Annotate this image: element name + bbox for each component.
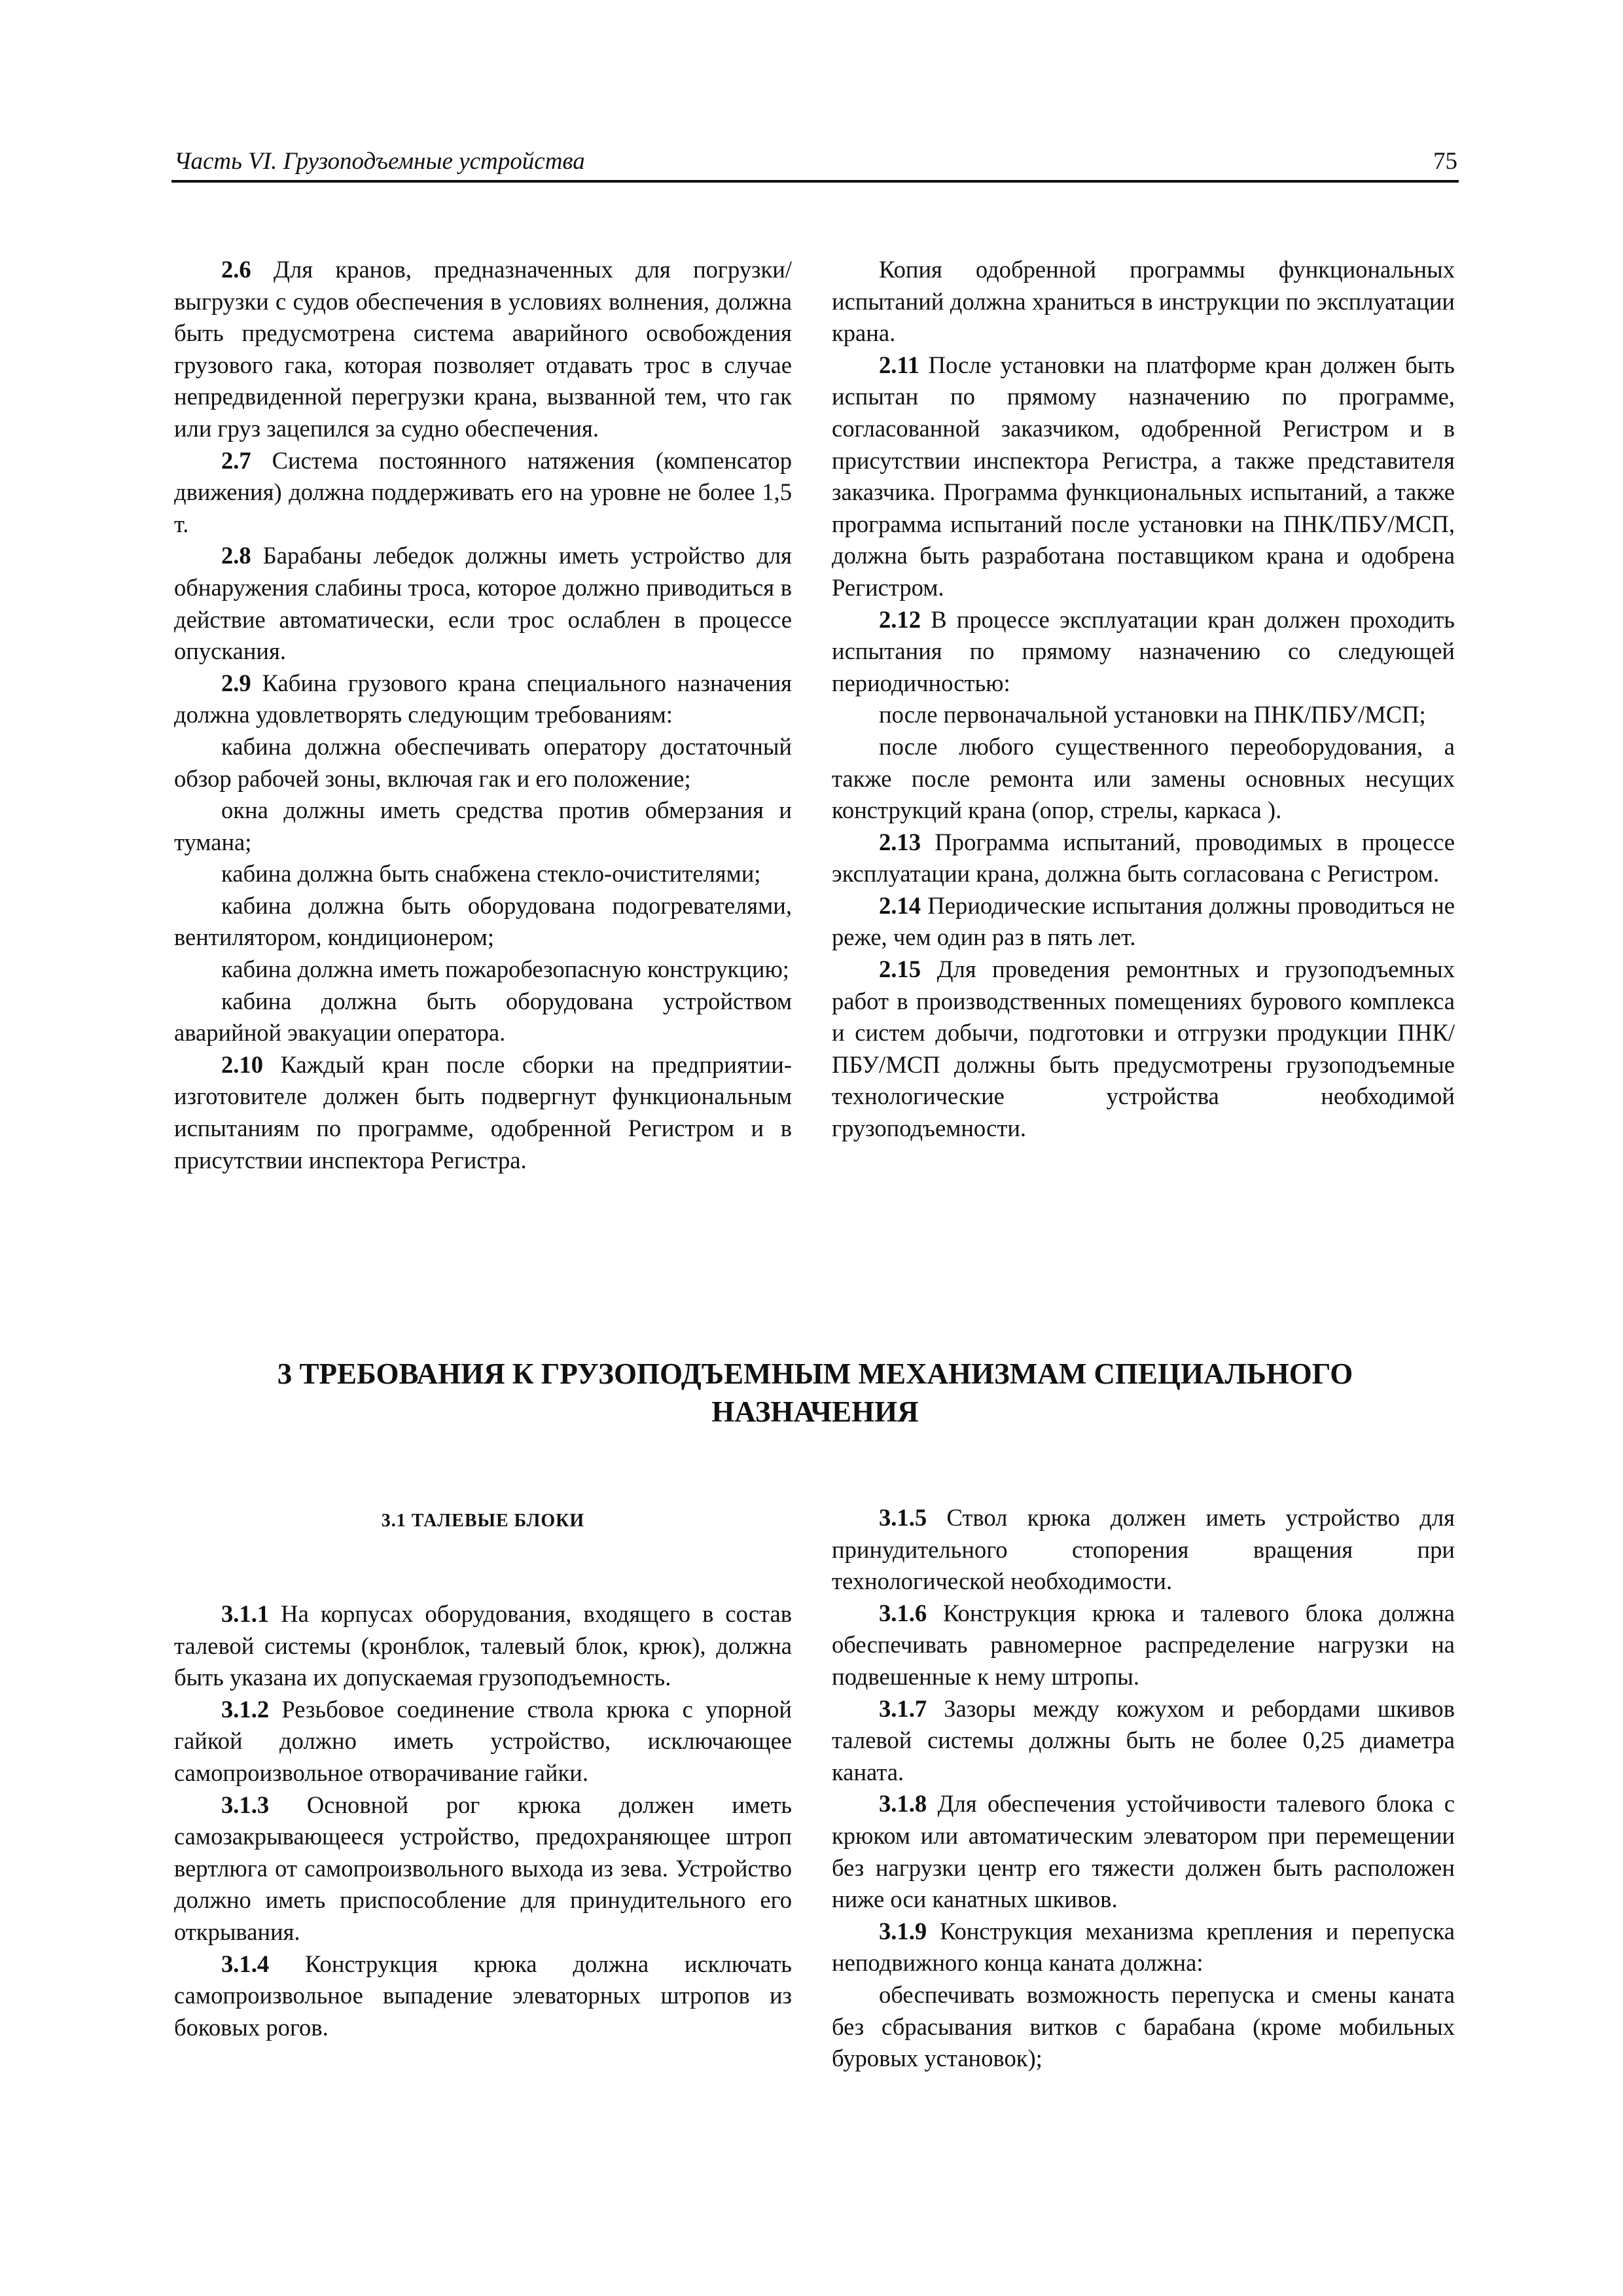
paragraph-text: Периодические испытания должны проводиться не реже, чем один раз в пять лет. xyxy=(832,891,1455,951)
column-top-left xyxy=(174,254,792,1176)
paragraph-text: Для обеспечения устойчивости талевого блока с крюком или автоматическим элеватором при перемещении без нагрузки центр его тяжести должен быть расположен ниже оси канатных шкивов. xyxy=(832,1790,1455,1913)
paragraph-text: Основной рог крюка должен иметь самозакрывающееся устройство, предохраняющее штроп вертлюга от самопроизвольного выхода из зева. Устройство должно иметь приспособление для принудительного его открывания. xyxy=(174,1791,792,1945)
paragraph-text: обеспечивать возможность перепуска и смены каната без сбрасывания витков с барабана (кроме мобильных буровых установок); xyxy=(832,1981,1455,2072)
paragraph xyxy=(174,795,792,858)
paragraph-text: кабина должна быть оборудована устройством аварийной эвакуации оператора. xyxy=(174,987,792,1047)
paragraph-text: Копия одобренной программы функциональных испытаний должна храниться в инструкции по эксплуатации крана. xyxy=(832,256,1455,347)
clause-number: 3.1.4 xyxy=(221,1950,270,1977)
paragraph-text: Каждый кран после сборки на предприятии-изготовителе должен быть подвергнут функциональным испытаниям по программе, одобренной Регистром и в присутствии инспектора Регистра. xyxy=(174,1050,792,1174)
clause-number: 3.1.3 xyxy=(221,1791,270,1818)
page-number: 75 xyxy=(1433,148,1457,175)
numbered-paragraph xyxy=(832,350,1455,604)
chapter-title-line-2: НАЗНАЧЕНИЯ xyxy=(711,1395,919,1428)
numbered-paragraph xyxy=(832,604,1455,700)
page-header xyxy=(171,141,1459,183)
clause-number: 2.10 xyxy=(221,1050,264,1078)
paragraph-text: Для проведения ремонтных и грузоподъемных работ в производственных помещениях бурового комплекса и систем добычи, подготовки и отгрузки продукции ПНК/ПБУ/МСП должны быть предусмотрены грузоподъемные технологические устройства необходимой грузоподъемности. xyxy=(832,956,1455,1142)
numbered-paragraph xyxy=(832,1693,1455,1789)
paragraph xyxy=(832,731,1455,827)
clause-number: 3.1.7 xyxy=(879,1695,927,1722)
clause-number: 2.6 xyxy=(221,256,251,283)
clause-number: 3.1.1 xyxy=(221,1600,270,1627)
column-top-right xyxy=(832,254,1455,1145)
clause-number: 2.8 xyxy=(221,542,251,569)
paragraph-text: Система постоянного натяжения (компенсатор движения) должна поддерживать его на уровне не более 1,5 т. xyxy=(174,446,792,537)
clause-number: 2.13 xyxy=(879,828,921,855)
paragraph-text: кабина должна быть оборудована подогревателями, вентилятором, кондиционером; xyxy=(174,891,792,951)
numbered-paragraph xyxy=(832,954,1455,1145)
clause-number: 2.14 xyxy=(879,891,921,919)
numbered-paragraph xyxy=(832,1788,1455,1915)
paragraph-text: кабина должна иметь пожаробезопасную конструкцию; xyxy=(221,956,789,983)
paragraph-text: после любого существенного переоборудования, а также после ремонта или замены основных несущих конструкций крана (опор, стрелы, каркаса ). xyxy=(832,732,1455,824)
paragraph xyxy=(174,954,792,986)
numbered-paragraph xyxy=(174,1049,792,1176)
paragraph xyxy=(174,858,792,890)
paragraph xyxy=(174,986,792,1049)
paragraph-text: окна должны иметь средства против обмерзания и тумана; xyxy=(174,797,792,855)
clause-number: 2.15 xyxy=(879,956,921,983)
numbered-paragraph xyxy=(832,1916,1455,1979)
numbered-paragraph xyxy=(832,827,1455,890)
numbered-paragraph xyxy=(832,890,1455,954)
running-title: Часть VI. Грузоподъемные устройства xyxy=(174,148,585,175)
paragraph-text: Для кранов, предназначенных для погрузки/выгрузки с судов обеспечения в условиях волнения, должна быть предусмотрена система аварийного освобождения грузового гака, которая позволяет отдавать трос в случае непредвиденной перегрузки крана, вызванной тем, что гак или груз зацепился за судно обеспечения. xyxy=(174,256,792,442)
numbered-paragraph xyxy=(174,1694,792,1789)
paragraph-text: Барабаны лебедок должны иметь устройство для обнаружения слабины троса, которое должно приводиться в действие автоматически, если трос ослаблен в процессе опускания. xyxy=(174,542,792,665)
numbered-paragraph xyxy=(174,1948,792,2044)
paragraph-text: Конструкция крюка должна исключать самопроизвольное выпадение элеваторных штропов из боковых рогов. xyxy=(174,1950,792,2041)
paragraph-text: Конструкция крюка и талевого блока должна обеспечивать равномерное распределение нагрузки на подвешенные к нему штропы. xyxy=(832,1599,1455,1690)
paragraph xyxy=(174,890,792,954)
clause-number: 3.1.5 xyxy=(879,1504,927,1531)
numbered-paragraph xyxy=(174,668,792,731)
paragraph-text: Зазоры между кожухом и ребордами шкивов талевой системы должны быть не более 0,25 диаметра каната. xyxy=(832,1695,1455,1785)
clause-number: 3.1.6 xyxy=(879,1599,927,1626)
column-bottom-right xyxy=(832,1502,1455,2075)
clause-number: 2.11 xyxy=(879,351,919,378)
chapter-title xyxy=(171,1355,1459,1431)
paragraph-text: Резьбовое соединение ствола крюка с упорной гайкой должно иметь устройство, исключающее самопроизвольное отворачивание гайки. xyxy=(174,1695,792,1786)
numbered-paragraph xyxy=(832,1598,1455,1693)
section-title: 3.1 ТАЛЕВЫЕ БЛОКИ xyxy=(381,1511,585,1531)
paragraph-text: Конструкция механизма крепления и перепуска неподвижного конца каната должна: xyxy=(832,1917,1455,1977)
paragraph-text: кабина должна обеспечивать оператору достаточный обзор рабочей зоны, включая гак и его положение; xyxy=(174,732,792,792)
paragraph-text: В процессе эксплуатации кран должен проходить испытания по прямому назначению со следующей периодичностью: xyxy=(832,605,1455,696)
paragraph xyxy=(832,254,1455,350)
clause-number: 3.1.2 xyxy=(221,1695,270,1723)
paragraph xyxy=(174,731,792,795)
numbered-paragraph xyxy=(174,254,792,445)
paragraph-text: кабина должна быть снабжена стекло-очистителями; xyxy=(221,860,761,888)
paragraph-text: после первоначальной установки на ПНК/ПБУ/МСП; xyxy=(879,701,1426,728)
paragraph-text: На корпусах оборудования, входящего в состав талевой системы (кронблок, талевый блок, крюк), должна быть указана их допускаемая грузоподъемность. xyxy=(174,1600,792,1691)
paragraph-text: Ствол крюка должен иметь устройство для принудительного стопорения вращения при технологической необходимости. xyxy=(832,1504,1455,1595)
paragraph-text: Программа испытаний, проводимых в процессе эксплуатации крана, должна быть согласована с Регистром. xyxy=(832,828,1455,888)
numbered-paragraph xyxy=(174,1789,792,1948)
paragraph-text: Кабина грузового крана специального назначения должна удовлетворять следующим требованиям: xyxy=(174,669,792,728)
clause-number: 2.9 xyxy=(221,669,251,696)
paragraph xyxy=(832,1979,1455,2075)
paragraph xyxy=(832,699,1455,731)
clause-number: 2.7 xyxy=(221,446,251,474)
clause-number: 2.12 xyxy=(879,605,921,633)
column-bottom-left xyxy=(174,1598,792,2043)
numbered-paragraph xyxy=(174,540,792,667)
paragraph-text: После установки на платформе кран должен быть испытан по прямому назначению по программе, согласованной заказчиком, одобренной Регистром и в присутствии инспектора Регистра, а также представителя заказчика. Программа функциональных испытаний, а также программа испытаний после установки на ПНК/ПБУ/МСП, должна быть разработана поставщиком крана и одобрена Регистром. xyxy=(832,351,1455,601)
clause-number: 3.1.8 xyxy=(879,1790,927,1818)
clause-number: 3.1.9 xyxy=(879,1917,927,1945)
numbered-paragraph xyxy=(174,445,792,541)
numbered-paragraph xyxy=(174,1598,792,1694)
chapter-title-line-1: 3 ТРЕБОВАНИЯ К ГРУЗОПОДЪЕМНЫМ МЕХАНИЗМАМ СПЕЦИАЛЬНОГО xyxy=(277,1357,1353,1390)
numbered-paragraph xyxy=(832,1502,1455,1598)
